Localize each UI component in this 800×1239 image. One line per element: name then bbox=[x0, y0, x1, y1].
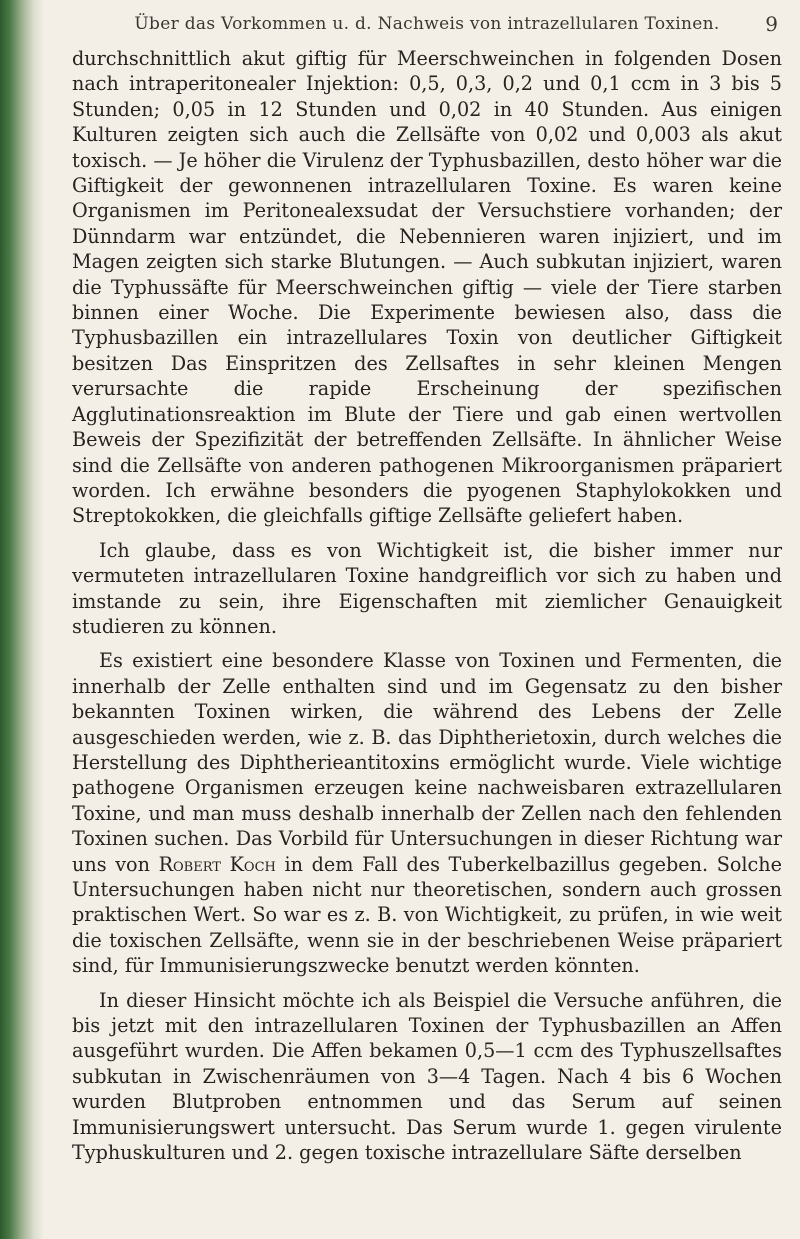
paragraph-affen-versuche: In dieser Hinsicht möchte ich als Beispiel die Versuche anführen, die bis jetzt mit den intrazellularen Toxinen der Typhusbazillen an Affen ausgeführt wurden. Die Affen bekamen 0,5—1 ccm des Typhuszellsaftes subkutan in Zwischenräumen von 3—4 Tagen. Nach 4 bis 6 Wochen wurden Blutproben entnommen und das Serum auf seinen Immunisierungswert untersucht. Das Serum wurde 1. gegen virulente Typhuskulturen und 2. gegen toxische intrazellulare Säfte derselben bbox=[72, 988, 782, 1165]
book-page bbox=[72, 0, 782, 1174]
paragraph-text-before: Es existiert eine besondere Klasse von Toxinen und Fermenten, die innerhalb der Zelle enthalten sind und im Gegensatz zu den bisher bekannten Toxinen wirken, die während des Lebens der Zelle ausgeschieden werden, wie z. B. das Diphtherietoxin, durch welches die Herstellung des Diphtherieantitoxins ermöglicht wurde. Viele wichtige pathogene Organismen erzeugen keine nachweisbaren extrazellularen Toxine, und man muss deshalb innerhalb der Zellen nach den fehlenden Toxinen suchen. Das Vorbild für Untersuchungen in dieser Richtung war uns von bbox=[72, 649, 782, 876]
body-text bbox=[72, 46, 782, 1165]
paragraph-toxine-fermente bbox=[72, 648, 782, 978]
author-name-robert-koch: Robert Koch bbox=[158, 852, 276, 876]
page-number: 9 bbox=[765, 12, 778, 36]
book-binding-shadow bbox=[0, 0, 44, 1239]
paragraph-text-after: in dem Fall des Tuberkelbazillus gegeben. Solche Untersuchungen haben nicht nur theoretischen, sondern auch grossen praktischen Wert. So war es z. B. von Wichtigkeit, zu prüfen, in wie weit die toxischen Zellsäfte, wenn sie in der beschriebenen Weise präpariert sind, für Immunisierungszwecke benutzt werden könnten. bbox=[72, 852, 783, 978]
paragraph-continued: durchschnittlich akut giftig für Meerschweinchen in folgenden Dosen nach intraperitonealer Injektion: 0,5, 0,3, 0,2 und 0,1 ccm in 3 bis 5 Stunden; 0,05 in 12 Stunden und 0,02 in 40 Stunden. Aus einigen Kulturen zeigten sich auch die Zellsäfte von 0,02 und 0,003 als akut toxisch. — Je höher die Virulenz der Typhusbazillen, desto höher war die Giftigkeit der gewonnenen intrazellularen Toxine. Es waren keine Organismen im Peritonealexsudat der Versuchstiere vorhanden; der Dünndarm war entzündet, die Nebennieren waren injiziert, und im Magen zeigten sich starke Blutungen. — Auch subkutan injiziert, waren die Typhussäfte für Meerschweinchen giftig — viele der Tiere starben binnen einer Woche. Die Experimente bewiesen also, dass die Typhusbazillen ein intrazellulares Toxin von deutlicher Giftigkeit besitzen Das Einspritzen des Zellsaftes in sehr kleinen Mengen verursachte die rapide Erscheinung der spezifischen Agglutinationsreaktion im Blute der Tiere und gab einen wertvollen Beweis der Spezifizität der betreffenden Zellsäfte. In ähnlicher Weise sind die Zellsäfte von anderen pathogenen Mikroorganismen präpariert worden. Ich erwähne besonders die pyogenen Staphylokokken und Streptokokken, die gleichfalls giftige Zellsäfte geliefert haben. bbox=[72, 47, 783, 528]
running-head bbox=[72, 0, 782, 44]
running-title: Über das Vorkommen u. d. Nachweis von intrazellularen Toxinen. bbox=[134, 14, 720, 34]
paragraph-intrazellulare-toxine: Ich glaube, dass es von Wichtigkeit ist, die bisher immer nur vermuteten intrazellularen Toxine handgreiflich vor sich zu haben und imstande zu sein, ihre Eigenschaften mit ziemlicher Genauigkeit studieren zu können. bbox=[72, 538, 782, 638]
